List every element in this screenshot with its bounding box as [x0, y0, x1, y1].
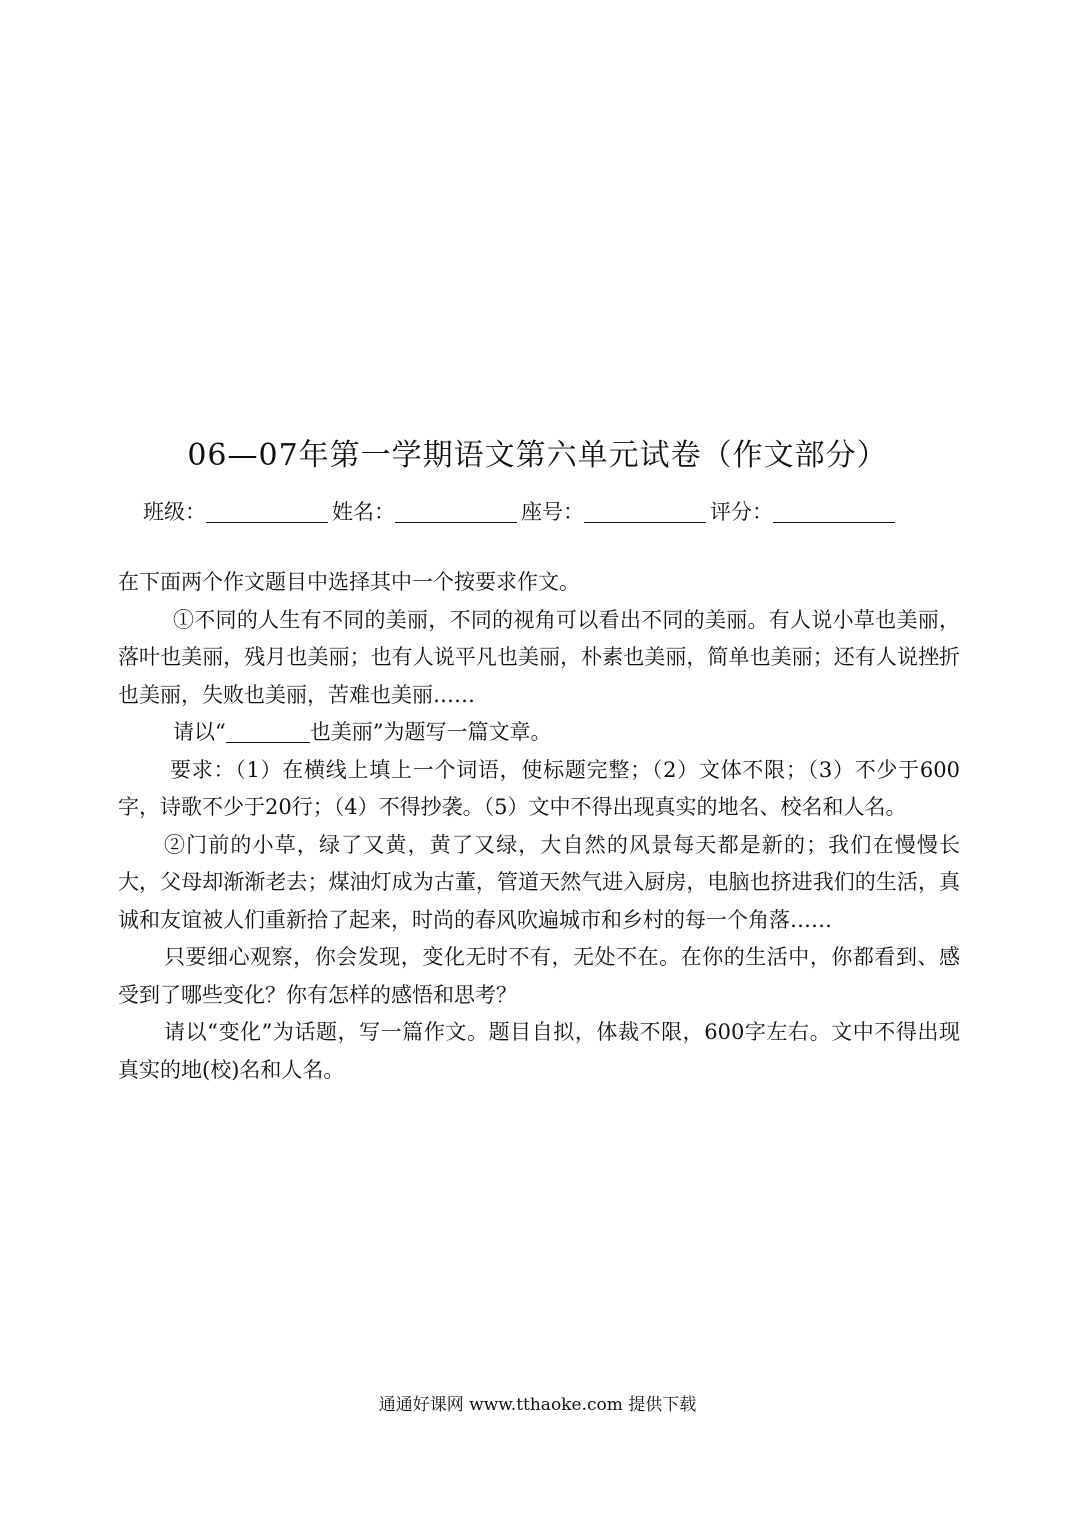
seat-field: [521, 496, 710, 526]
score-label: 评分：: [710, 500, 773, 524]
title-blank[interactable]: [226, 722, 310, 743]
class-field: [143, 496, 332, 526]
topic1-instruction-after: 也美丽”为题写一篇文章。: [309, 720, 552, 744]
footer-credit: 通通好课网 www.tthaoke.com 提供下载: [378, 1395, 697, 1415]
name-field: [332, 496, 521, 526]
topic1-instruction-before: 请以“: [173, 720, 226, 744]
page-title: 06—07年第一学期语文第六单元试卷（作文部分）: [187, 438, 888, 473]
name-blank[interactable]: [395, 502, 517, 523]
topic2-question: 只要细心观察，你会发现，变化无时不有，无处不在。在你的生活中，你都看到、感受到了哪些变化？你有怎样的感悟和思考？: [118, 945, 960, 1007]
topic1-instruction: [118, 714, 960, 752]
intro-text: 在下面两个作文题目中选择其中一个按要求作文。: [118, 570, 580, 594]
topic2-prompt: ②门前的小草，绿了又黄，黄了又绿，大自然的风景每天都是新的；我们在慢慢长大，父母却渐渐老去；煤油灯成为古董，管道天然气进入厨房，电脑也挤进我们的生活，真诚和友谊被人们重新拾了起来，时尚的春风吹遍城市和乡村的每一个角落……: [118, 832, 960, 932]
class-blank[interactable]: [206, 502, 328, 523]
score-blank[interactable]: [773, 502, 895, 523]
score-field: [710, 496, 899, 526]
seat-label: 座号：: [521, 500, 584, 524]
name-label: 姓名：: [332, 500, 395, 524]
topic1-requirements: 要求：（1）在横线上填上一个词语，使标题完整；（2）文体不限；（3）不少于600字，诗歌不少于20行；（4）不得抄袭。（5）文中不得出现真实的地名、校名和人名。: [118, 757, 960, 819]
class-label: 班级：: [143, 500, 206, 524]
topic1-prompt: ①不同的人生有不同的美丽，不同的视角可以看出不同的美丽。有人说小草也美丽，落叶也美丽，残月也美丽；也有人说平凡也美丽，朴素也美丽，简单也美丽；还有人说挫折也美丽，失败也美丽，苦难也美丽……: [118, 607, 960, 707]
student-info-row: [143, 496, 943, 526]
exam-body: [118, 564, 960, 1089]
topic2-instruction: 请以“变化”为话题，写一篇作文。题目自拟，体裁不限，600字左右。文中不得出现真实的地(校)名和人名。: [118, 1020, 960, 1082]
seat-blank[interactable]: [584, 502, 706, 523]
